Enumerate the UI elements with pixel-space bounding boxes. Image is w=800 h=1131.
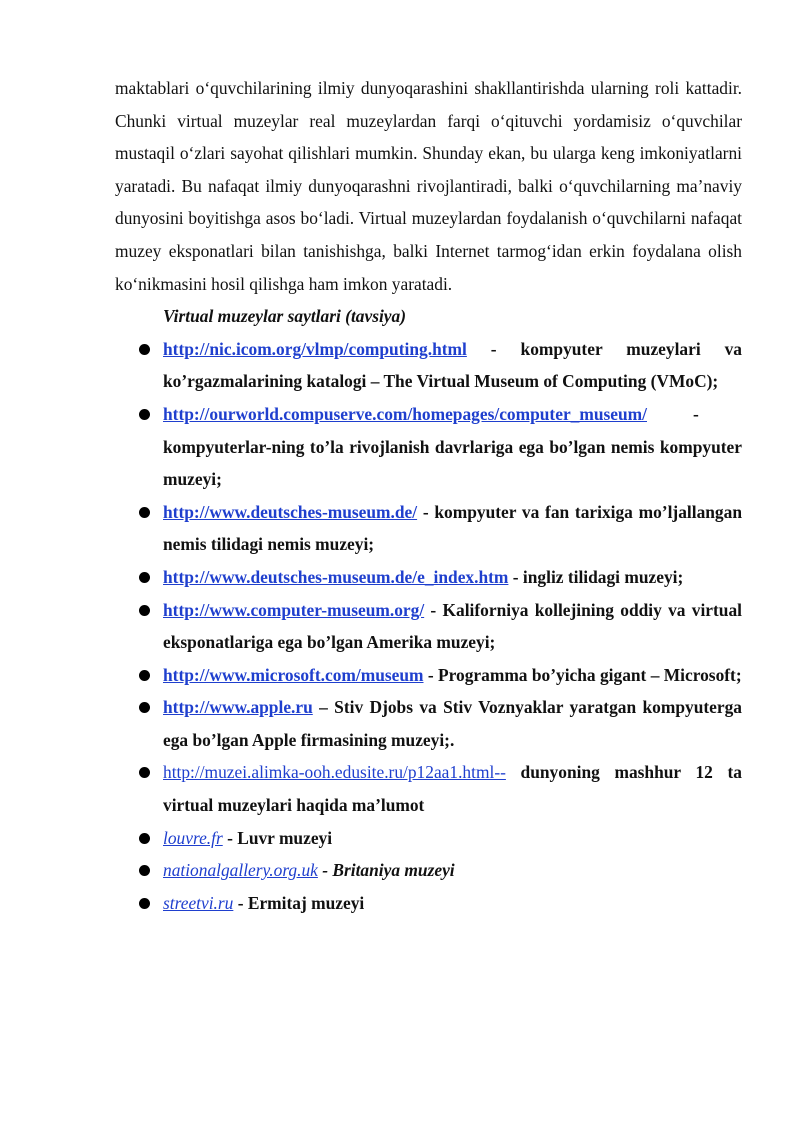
bullet-icon xyxy=(139,898,150,909)
intro-paragraph: maktablari o‘quvchilarining ilmiy dunyoqarashini shakllantirishda ularning roli kattadir. Chunki virtual muzeylar real muzeylardan farqi o‘qituvchi yordamisiz o‘quvchilar mustaqil o‘zlari sayohat qilishlari mumkin. Shunday ekan, bu ularga keng imkoniyatlarni yaratadi. Bu nafaqat ilmiy dunyoqarashni rivojlantiradi, balki o‘quvchilarning ma’naviy dunyosini boyitishga asos bo‘ladi. Virtual muzeylardan foydalanish o‘quvchilarni nafaqat muzey eksponatlari bilan tanishishga, balki Internet tarmog‘idan erkin foydalana olish ko‘nikmasini hosil qilishga ham imkon yaratadi. xyxy=(115,78,742,294)
list-item xyxy=(115,398,742,496)
museum-site-list xyxy=(115,333,742,920)
bullet-icon xyxy=(139,865,150,876)
list-item xyxy=(115,822,742,855)
site-link[interactable]: nationalgallery.org.uk xyxy=(163,860,318,881)
site-link[interactable]: streetvi.ru xyxy=(163,892,234,913)
site-description: dunyoning mashhur 12 ta virtual muzeylari haqida ma’lumot xyxy=(163,762,742,816)
section-heading: Virtual muzeylar saytlari (tavsiya) xyxy=(163,306,406,327)
bullet-icon xyxy=(139,833,150,844)
list-item xyxy=(115,854,742,887)
site-description: - Luvr muzeyi xyxy=(222,827,333,848)
bullet-icon xyxy=(139,572,150,583)
site-link[interactable]: http://www.deutsches-museum.de/e_index.htm xyxy=(163,566,509,587)
site-link[interactable]: http://ourworld.compuserve.com/homepages/computer_museum/ xyxy=(163,403,647,424)
bullet-icon xyxy=(139,409,150,420)
site-description: - Programma bo’yicha gigant – Microsoft; xyxy=(423,664,742,685)
bullet-icon xyxy=(139,605,150,616)
site-link[interactable]: http://muzei.alimka-ooh.edusite.ru/p12aa1.html-- xyxy=(163,762,506,783)
list-item xyxy=(115,561,742,594)
site-link[interactable]: http://www.apple.ru xyxy=(163,697,313,718)
list-item xyxy=(115,333,742,398)
site-link[interactable]: http://nic.icom.org/vlmp/computing.html xyxy=(163,338,467,359)
document-page xyxy=(115,72,742,919)
site-link[interactable]: http://www.microsoft.com/museum xyxy=(163,664,424,685)
site-link[interactable]: louvre.fr xyxy=(163,827,223,848)
bullet-icon xyxy=(139,670,150,681)
bullet-icon xyxy=(139,702,150,713)
site-description: - Ermitaj muzeyi xyxy=(233,892,365,913)
list-item xyxy=(115,691,742,756)
bullet-icon xyxy=(139,507,150,518)
list-item xyxy=(115,496,742,561)
site-link[interactable]: http://www.computer-museum.org/ xyxy=(163,599,425,620)
site-description: - kompyuter va fan tarixiga mo’ljallangan nemis tilidagi nemis muzeyi; xyxy=(163,501,742,555)
list-item xyxy=(115,756,742,821)
site-description: - kompyuter muzeylari va ko’rgazmalarining katalogi – The Virtual Museum of Computing (VMoC); xyxy=(163,338,742,392)
bullet-icon xyxy=(139,344,150,355)
list-item xyxy=(115,594,742,659)
bullet-icon xyxy=(139,767,150,778)
site-description: - Kaliforniya kollejining oddiy va virtual eksponatlariga ega bo’lgan Amerika muzeyi; xyxy=(163,599,742,653)
list-item xyxy=(115,659,742,692)
site-description: - Britaniya muzeyi xyxy=(317,860,455,881)
site-description: – Stiv Djobs va Stiv Voznyaklar yaratgan kompyuterga ega bo’lgan Apple firmasining muzeyi;. xyxy=(163,697,742,750)
site-link[interactable]: http://www.deutsches-museum.de/ xyxy=(163,501,418,522)
list-item xyxy=(115,887,742,920)
site-description: - ingliz tilidagi muzeyi; xyxy=(508,566,684,587)
site-description: - kompyuterlar-ning to’la rivojlanish davrlariga ega bo’lgan nemis kompyuter muzeyi; xyxy=(163,403,742,490)
